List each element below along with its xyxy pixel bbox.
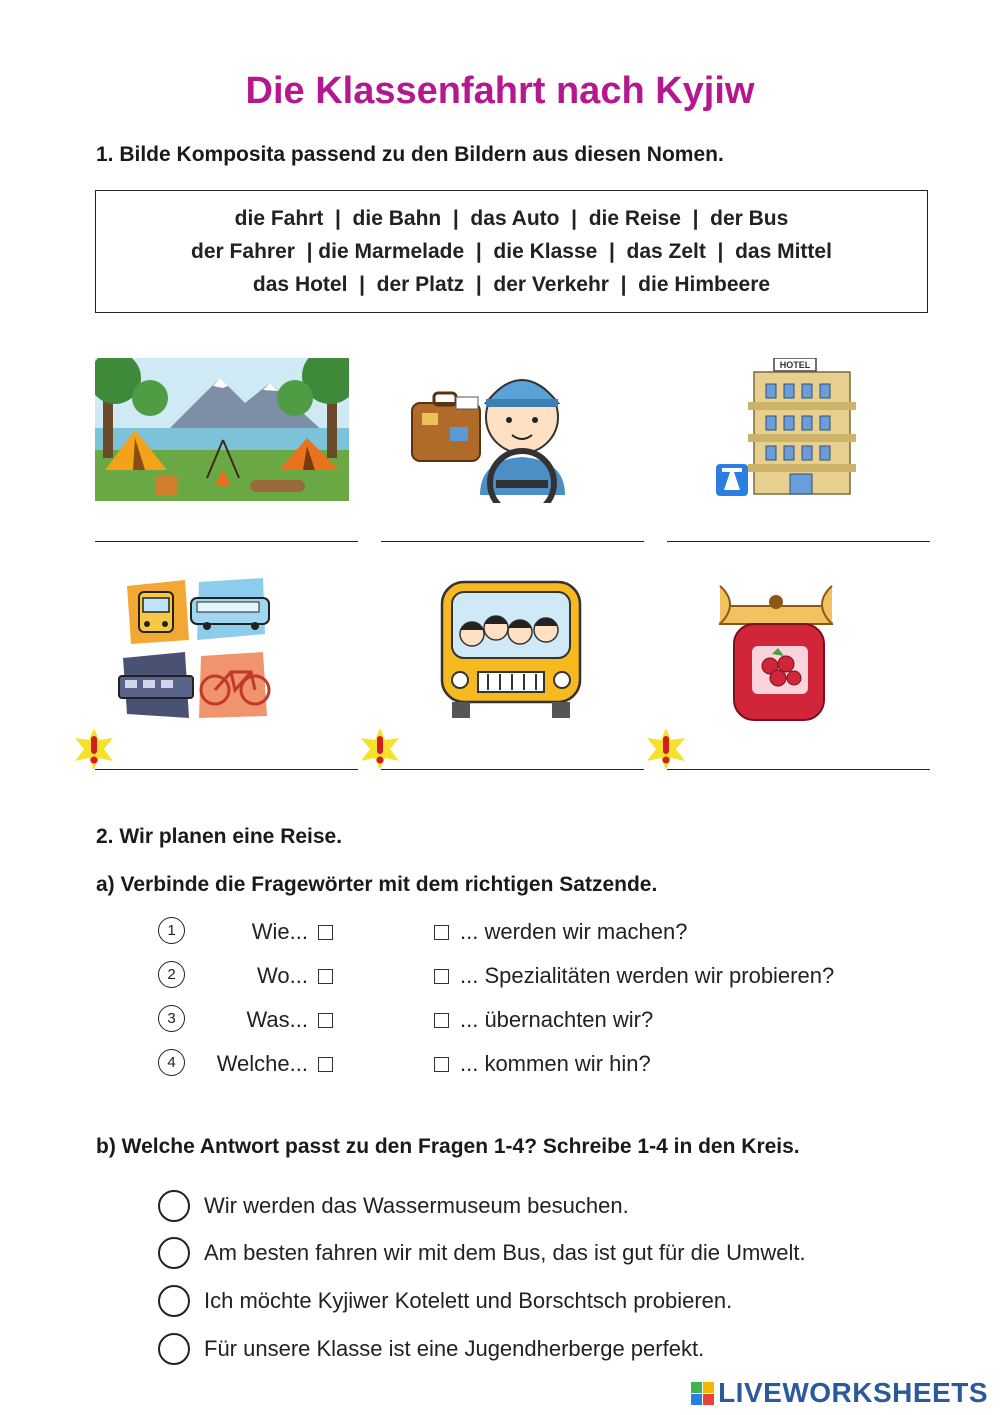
match-checkbox-left[interactable] xyxy=(318,969,333,984)
school-bus-picture xyxy=(438,578,584,720)
raspberry-jam-picture xyxy=(712,578,840,723)
question-word: Was... xyxy=(246,1007,308,1032)
answer-line[interactable] xyxy=(381,769,644,770)
word-line: das Hotel | der Platz | der Verkehr | die Himbeere xyxy=(252,273,771,296)
transport-modes-picture xyxy=(115,578,277,720)
question-number: 3 xyxy=(158,1005,185,1032)
bus-driver-picture xyxy=(410,355,580,503)
match-row xyxy=(158,961,878,991)
task2a-heading: a) Verbinde die Fragewörter mit dem richtigen Satzende. xyxy=(96,873,658,896)
match-checkbox-right[interactable] xyxy=(434,1013,449,1028)
answer-text: Ich möchte Kyjiwer Kotelett und Borschtsch probieren. xyxy=(204,1288,733,1313)
campsite-picture xyxy=(95,358,349,501)
sentence-ending: ... übernachten wir? xyxy=(460,1007,654,1032)
answer-text: Für unsere Klasse ist eine Jugendherberge perfekt. xyxy=(204,1336,705,1361)
answer-line[interactable] xyxy=(667,769,930,770)
sentence-ending: ... werden wir machen? xyxy=(460,919,688,944)
answer-row xyxy=(158,1285,918,1319)
word-line: der Fahrer | die Marmelade | die Klasse | das Zelt | das Mittel xyxy=(191,240,832,263)
question-word: Welche... xyxy=(216,1051,308,1076)
answer-text: Am besten fahren wir mit dem Bus, das ist gut für die Umwelt. xyxy=(204,1240,806,1265)
question-number: 1 xyxy=(158,917,185,944)
match-checkbox-right[interactable] xyxy=(434,969,449,984)
task2b-heading: b) Welche Antwort passt zu den Fragen 1-4? Schreibe 1-4 in den Kreis. xyxy=(96,1135,800,1158)
match-checkbox-left[interactable] xyxy=(318,925,333,940)
answer-line[interactable] xyxy=(95,769,358,770)
answer-line[interactable] xyxy=(381,541,644,542)
answer-number-circle[interactable] xyxy=(158,1285,190,1317)
answer-row xyxy=(158,1190,918,1224)
warning-exclamation-icon xyxy=(645,728,687,770)
answer-number-circle[interactable] xyxy=(158,1333,190,1365)
warning-exclamation-icon xyxy=(359,728,401,770)
liveworksheets-logo-icon xyxy=(691,1382,714,1405)
answer-line[interactable] xyxy=(95,541,358,542)
page-title: Die Klassenfahrt nach Kyjiw xyxy=(245,70,755,112)
match-row xyxy=(158,1049,878,1079)
task1-heading: 1. Bilde Komposita passend zu den Bildern aus diesen Nomen. xyxy=(96,143,724,166)
warning-exclamation-icon xyxy=(73,728,115,770)
word-line: die Fahrt | die Bahn | das Auto | die Reise | der Bus xyxy=(234,207,789,230)
match-checkbox-left[interactable] xyxy=(318,1013,333,1028)
liveworksheets-brand xyxy=(691,1377,988,1409)
task2-heading: 2. Wir planen eine Reise. xyxy=(96,825,343,848)
hotel-sign-text: HOTEL xyxy=(779,360,811,370)
question-word: Wie... xyxy=(251,919,308,944)
match-checkbox-right[interactable] xyxy=(434,1057,449,1072)
question-number: 2 xyxy=(158,961,185,988)
answer-row xyxy=(158,1333,918,1367)
brand-text: LIVEWORKSHEETS xyxy=(718,1377,988,1408)
sentence-ending: ... kommen wir hin? xyxy=(460,1051,651,1076)
match-checkbox-right[interactable] xyxy=(434,925,449,940)
answer-number-circle[interactable] xyxy=(158,1237,190,1269)
hotel-picture xyxy=(716,358,861,503)
match-checkbox-left[interactable] xyxy=(318,1057,333,1072)
match-row xyxy=(158,917,878,947)
answer-text: Wir werden das Wassermuseum besuchen. xyxy=(204,1193,629,1218)
word-box xyxy=(95,190,928,313)
answer-number-circle[interactable] xyxy=(158,1190,190,1222)
question-word: Wo... xyxy=(257,963,308,988)
sentence-ending: ... Spezialitäten werden wir probieren? xyxy=(460,963,835,988)
match-row xyxy=(158,1005,878,1035)
answer-line[interactable] xyxy=(667,541,930,542)
answer-row xyxy=(158,1237,918,1271)
question-number: 4 xyxy=(158,1049,185,1076)
